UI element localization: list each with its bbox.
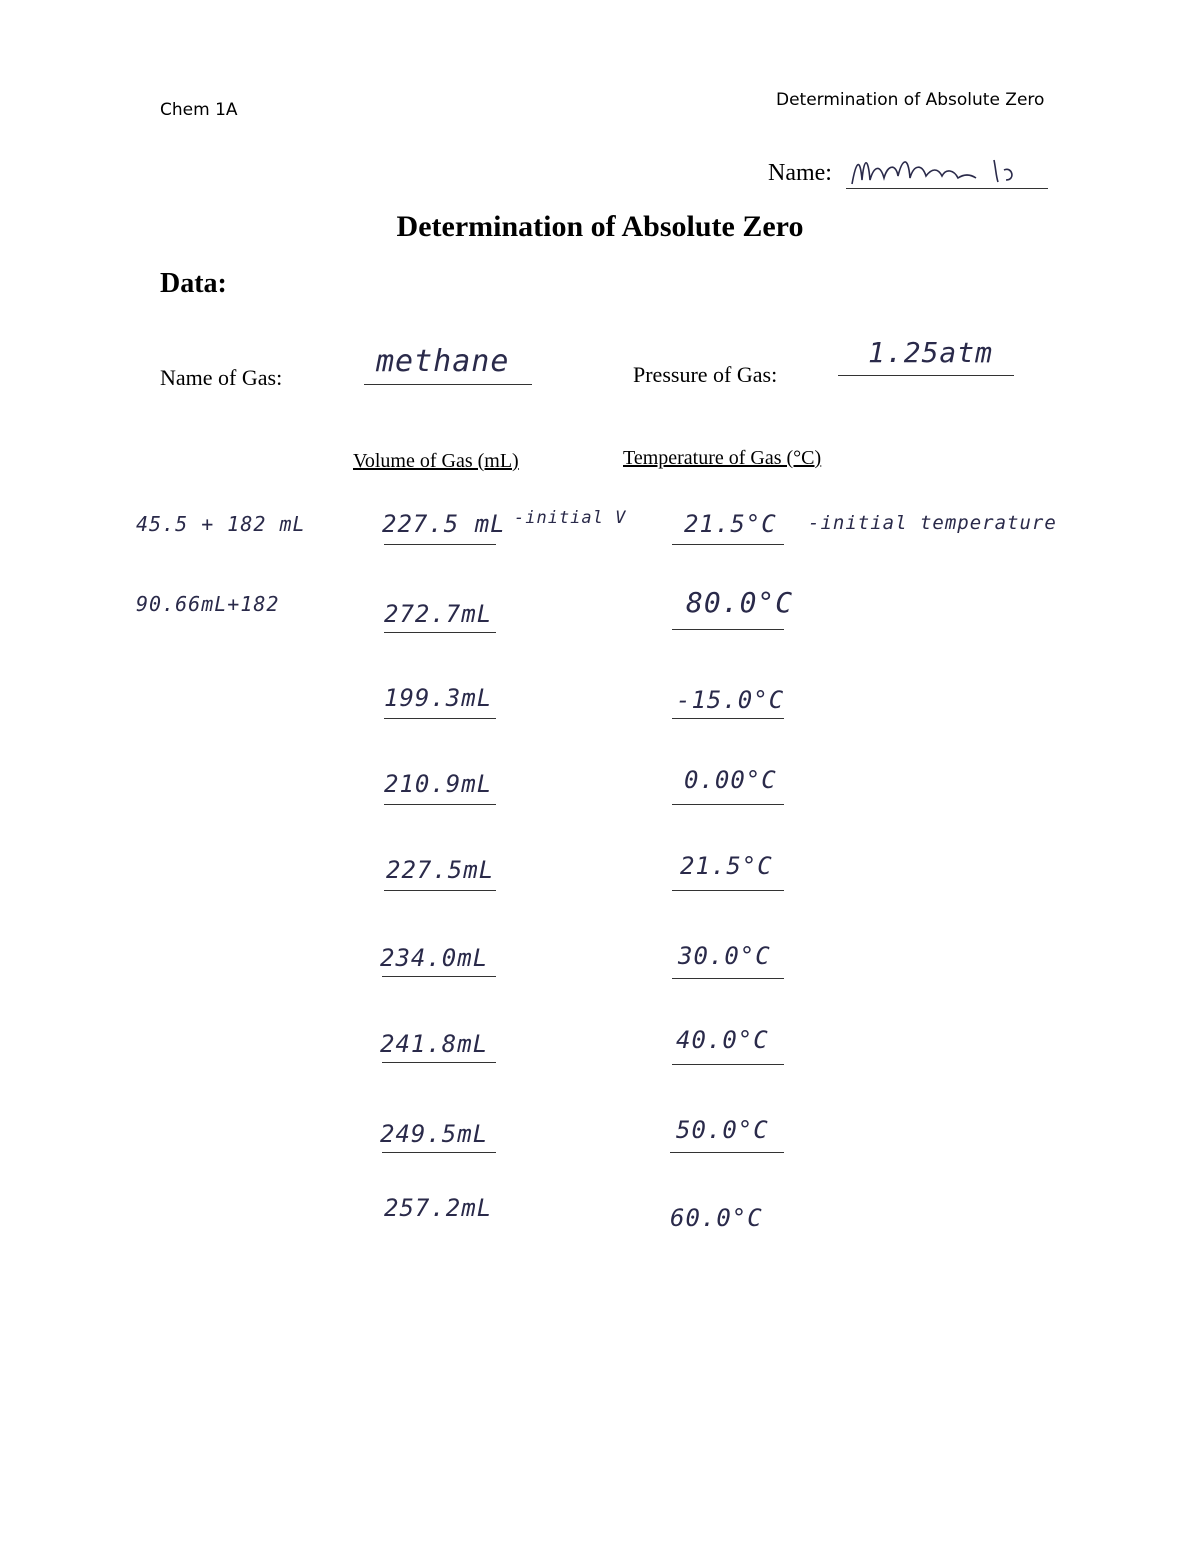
volume-line [384,544,496,545]
volume-cell: 272.7mL [384,600,493,628]
gas-name-line [364,384,532,385]
temperature-cell: 80.0°C [686,586,794,619]
calc-note: 90.66mL+182 [136,592,280,616]
header-lab-title: Determination of Absolute Zero [776,90,1045,110]
temperature-line [672,629,784,630]
volume-line [384,804,496,805]
volume-column-header: Volume of Gas (mL) [353,450,519,472]
page-title: Determination of Absolute Zero [396,210,804,243]
volume-line [384,890,496,891]
temperature-line [672,718,784,719]
volume-cell: 227.5 mL [382,510,506,538]
volume-line [382,1152,496,1153]
pressure-label: Pressure of Gas: [633,362,778,387]
gas-name-label: Name of Gas: [160,365,283,390]
name-signature [846,150,1048,189]
volume-cell: 210.9mL [384,770,493,798]
temperature-cell: 30.0°C [678,942,771,970]
course-label: Chem 1A [160,100,238,120]
temperature-line [672,544,784,545]
temperature-line [670,1152,784,1153]
temperature-cell: 21.5°C [680,852,773,880]
volume-line [384,718,496,719]
temperature-column-header: Temperature of Gas (°C) [623,447,822,469]
volume-cell: 257.2mL [384,1194,493,1222]
data-heading: Data: [160,268,227,299]
gas-name-value: methane [376,344,510,379]
temperature-cell: 40.0°C [676,1026,769,1054]
temperature-line [672,890,784,891]
temperature-line [672,978,784,979]
temperature-cell: 60.0°C [670,1204,763,1232]
initial-volume-note: -initial V [514,508,627,528]
volume-line [384,632,496,633]
volume-line [382,1062,496,1063]
temperature-line [672,804,784,805]
temperature-line [672,1064,784,1065]
volume-line [382,976,496,977]
volume-cell: 249.5mL [380,1120,489,1148]
temperature-cell: -15.0°C [676,686,785,714]
volume-cell: 241.8mL [380,1030,489,1058]
temperature-cell: 21.5°C [684,510,777,538]
calc-note: 45.5 + 182 mL [136,512,306,536]
volume-cell: 199.3mL [384,684,493,712]
handwritten-signature-icon [846,150,1048,188]
temperature-cell: 0.00°C [684,766,777,794]
temperature-cell: 50.0°C [676,1116,769,1144]
pressure-value: 1.25atm [868,336,994,369]
initial-temperature-note: -initial temperature [808,512,1057,534]
volume-cell: 227.5mL [386,856,495,884]
volume-cell: 234.0mL [380,944,489,972]
name-label: Name: [768,160,832,186]
pressure-line [838,375,1014,376]
